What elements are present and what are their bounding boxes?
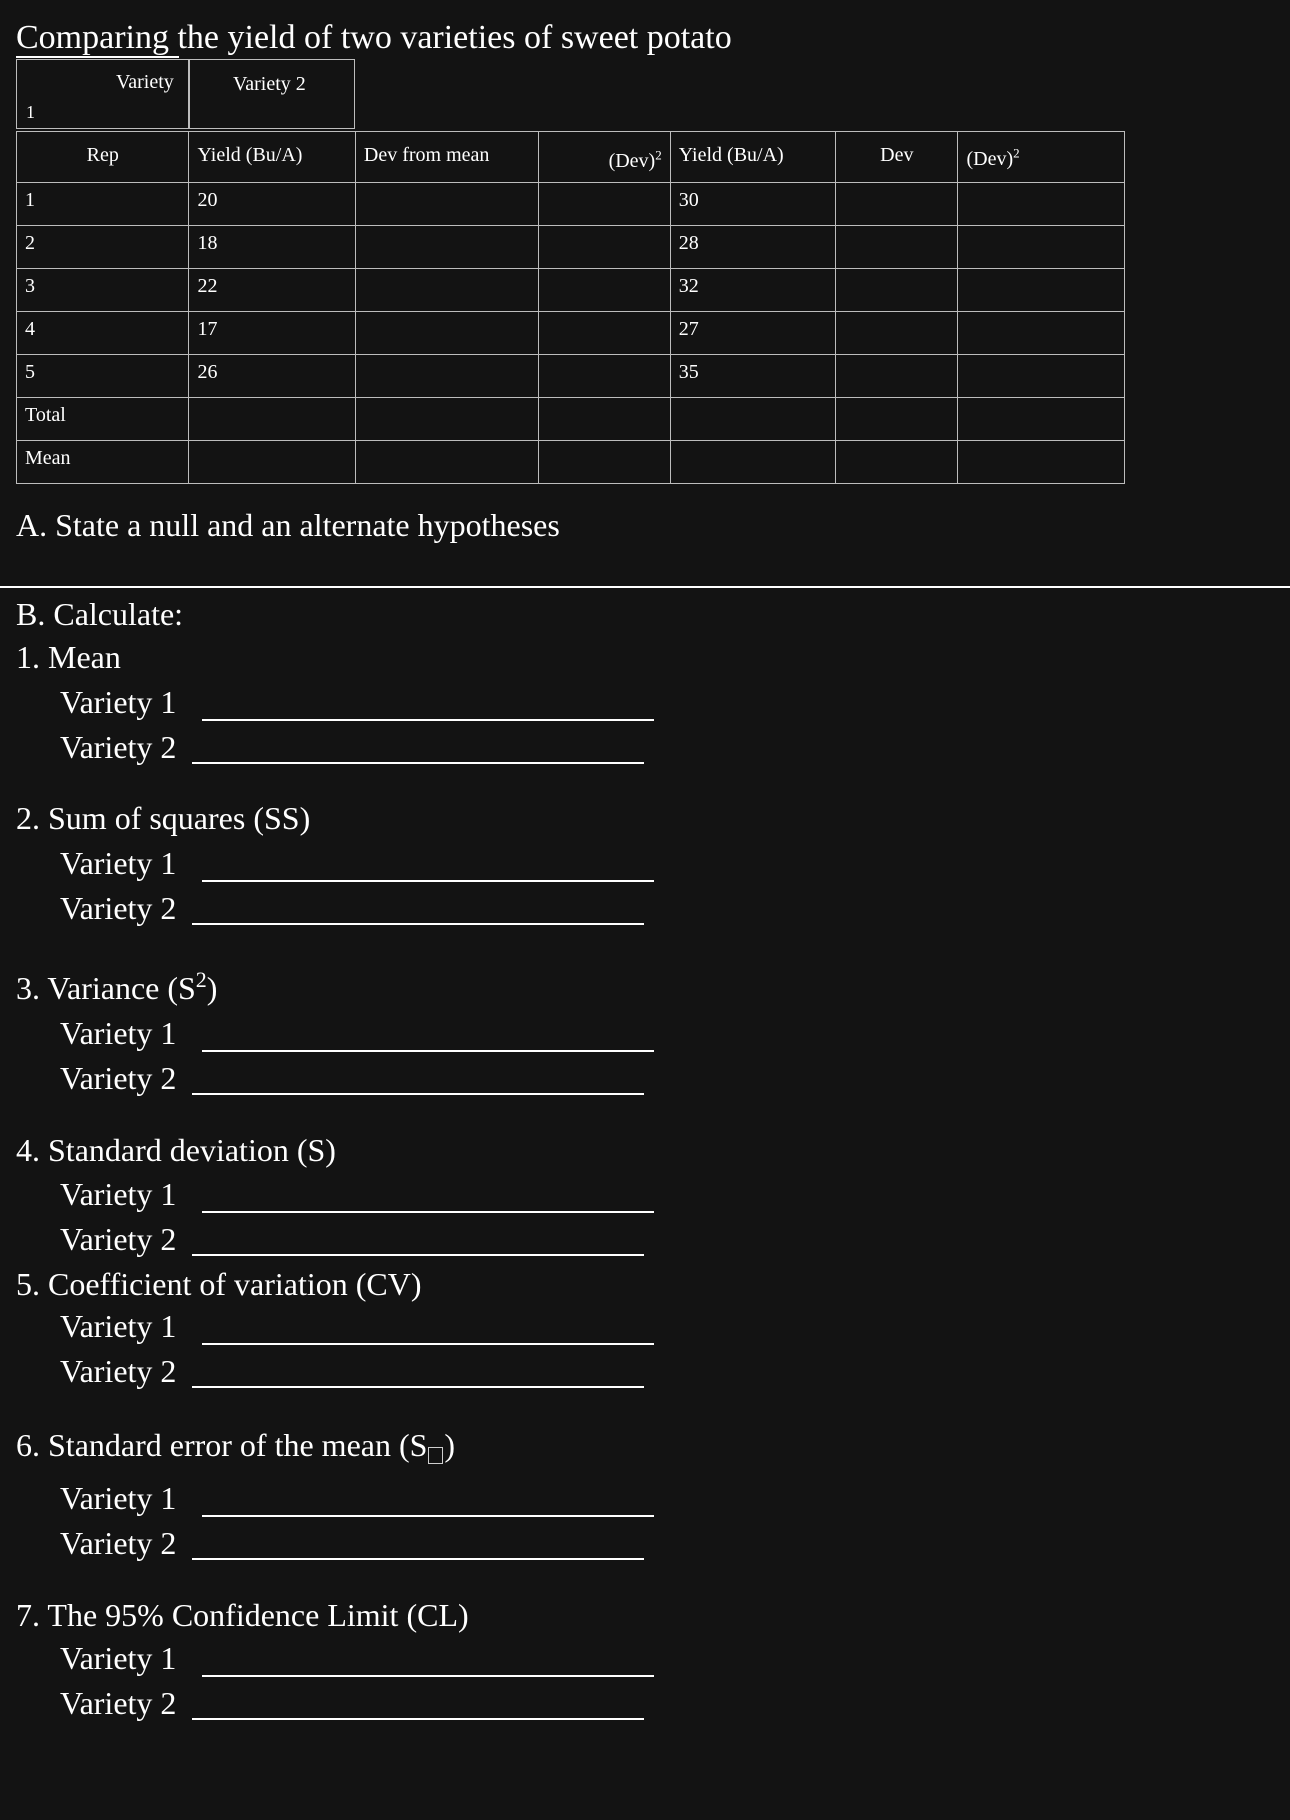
dev-cell <box>355 269 538 312</box>
table-row <box>17 183 1125 226</box>
item-standard-deviation: 4. Standard deviation (S) <box>16 1132 336 1168</box>
item-variance: 3. Variance $(S^2)$ <box>16 967 218 1006</box>
header-v2-dev-squared: (Dev)$^2$ <box>958 132 1125 183</box>
total-row <box>17 398 1125 441</box>
item-coefficient-of-variation: 5. Coefficient of variation (CV) <box>16 1266 422 1302</box>
item-confidence-limit: 7. The 95% Confidence Limit (CL) <box>16 1597 469 1633</box>
mean-variety1-blank <box>202 719 654 721</box>
dev-squared-cell <box>958 355 1125 398</box>
dev-squared-cell <box>539 226 670 269</box>
missing-glyph-box <box>428 1447 443 1464</box>
page-title: Comparing the yield of two varieties of sweet potato <box>16 19 732 56</box>
variance-variety1-label: Variety 1 <box>60 1015 177 1051</box>
table-row <box>17 355 1125 398</box>
sd-variety2-label: Variety 2 <box>60 1221 177 1257</box>
v2-yield-cell: 27 <box>670 312 835 355</box>
cl-variety1-blank <box>202 1675 654 1677</box>
dev-cell <box>836 355 958 398</box>
v1-yield-cell: 18 <box>189 226 355 269</box>
title-underline <box>16 56 179 58</box>
cv-variety1-blank <box>202 1343 654 1345</box>
header-v2-dev: Dev <box>836 132 958 183</box>
dev-squared-cell <box>539 355 670 398</box>
dev-cell <box>355 355 538 398</box>
dev-cell <box>836 226 958 269</box>
variance-variety1-blank <box>202 1050 654 1052</box>
dev-squared-cell <box>958 183 1125 226</box>
item-mean: 1. Mean <box>16 639 121 675</box>
rep-cell: 3 <box>17 269 189 312</box>
v2-yield-cell: 28 <box>670 226 835 269</box>
mean-row <box>17 441 1125 484</box>
section-a-heading: A. State a null and an alternate hypotheses <box>16 507 560 543</box>
variety-header-divider <box>188 59 190 129</box>
header-dev-from-mean: Dev from mean <box>355 132 538 183</box>
sem-variety1-blank <box>202 1515 654 1517</box>
dev-cell <box>355 183 538 226</box>
header-v1-yield: Yield (Bu/A) <box>189 132 355 183</box>
rep-cell: 1 <box>17 183 189 226</box>
mean-variety1-label: Variety 1 <box>60 684 177 720</box>
ss-variety1-label: Variety 1 <box>60 845 177 881</box>
variance-variety2-label: Variety 2 <box>60 1060 177 1096</box>
table-row <box>17 269 1125 312</box>
hypothesis-answer-line <box>0 586 1290 588</box>
mean-label: Mean <box>17 441 189 484</box>
ss-variety2-blank <box>192 923 644 925</box>
table-row <box>17 226 1125 269</box>
v1-yield-cell: 26 <box>189 355 355 398</box>
table-header-row <box>17 132 1125 183</box>
v2-yield-cell: 30 <box>670 183 835 226</box>
cl-variety2-blank <box>192 1718 644 1720</box>
v2-yield-cell: 35 <box>670 355 835 398</box>
dev-cell <box>836 312 958 355</box>
ss-variety2-label: Variety 2 <box>60 890 177 926</box>
variance-variety2-blank <box>192 1093 644 1095</box>
dev-squared-cell <box>958 226 1125 269</box>
variety-label: Variety <box>116 71 174 93</box>
rep-cell: 4 <box>17 312 189 355</box>
sd-variety1-blank <box>202 1211 654 1213</box>
corner-number: 1 <box>26 102 35 122</box>
item-sum-of-squares: 2. Sum of squares (SS) <box>16 800 311 836</box>
sem-variety2-label: Variety 2 <box>60 1525 177 1561</box>
header-v2-yield: Yield (Bu/A) <box>670 132 835 183</box>
dev-squared-cell <box>958 312 1125 355</box>
v1-yield-cell: 22 <box>189 269 355 312</box>
mean-variety2-label: Variety 2 <box>60 729 177 765</box>
dev-cell <box>355 226 538 269</box>
sem-variety2-blank <box>192 1558 644 1560</box>
cv-variety2-blank <box>192 1386 644 1388</box>
dev-squared-cell <box>539 269 670 312</box>
section-b-heading: B. Calculate: <box>16 596 184 632</box>
sd-variety1-label: Variety 1 <box>60 1176 177 1212</box>
table-row <box>17 312 1125 355</box>
cl-variety1-label: Variety 1 <box>60 1640 177 1676</box>
v1-yield-cell: 17 <box>189 312 355 355</box>
cl-variety2-label: Variety 2 <box>60 1685 177 1721</box>
v2-yield-cell: 32 <box>670 269 835 312</box>
rep-cell: 2 <box>17 226 189 269</box>
dev-cell <box>836 183 958 226</box>
dev-cell <box>836 269 958 312</box>
cv-variety1-label: Variety 1 <box>60 1308 177 1344</box>
mean-variety2-blank <box>192 762 644 764</box>
ss-variety1-blank <box>202 880 654 882</box>
dev-cell <box>355 312 538 355</box>
header-rep: Rep <box>17 132 189 183</box>
item-standard-error: 6. Standard error of the mean (S ) <box>16 1427 456 1463</box>
v1-yield-cell: 20 <box>189 183 355 226</box>
cv-variety2-label: Variety 2 <box>60 1353 177 1389</box>
variety2-label: Variety 2 <box>233 73 306 95</box>
yield-table <box>16 131 1125 484</box>
dev-squared-cell <box>539 312 670 355</box>
sem-variety1-label: Variety 1 <box>60 1480 177 1516</box>
dev-squared-cell <box>958 269 1125 312</box>
sd-variety2-blank <box>192 1254 644 1256</box>
dev-squared-cell <box>539 183 670 226</box>
header-v1-dev-squared: (Dev)$^2$ <box>539 132 670 183</box>
rep-cell: 5 <box>17 355 189 398</box>
total-label: Total <box>17 398 189 441</box>
